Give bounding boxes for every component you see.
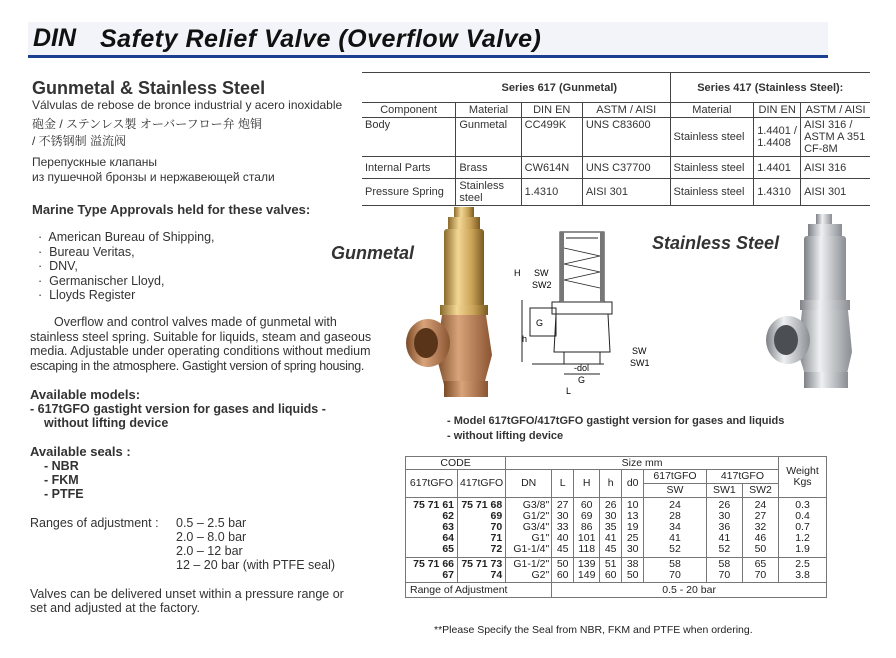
col-header: 417tGFO	[458, 470, 506, 498]
table-row: Pressure Spring Stainless steel 1.4310 AISI 301 Stainless steel 1.4310 AISI 301	[362, 179, 870, 206]
dim-G-left: G	[536, 318, 544, 328]
list-item: · Lloyds Register	[38, 288, 136, 302]
list-item: · Bureau Veritas,	[38, 245, 135, 259]
model-note-2: - without lifting device	[447, 430, 564, 442]
japanese-subtitle: 砲金 / ステンレス製 オーバーフロー弁 炮铜	[32, 117, 262, 131]
title-rule	[28, 55, 828, 58]
seal-item: - NBR	[44, 459, 79, 473]
models-line-1: - 617tGFO gastight version for gases and liquids -	[30, 402, 326, 416]
cross-section-drawing	[512, 228, 652, 398]
col-header: L	[552, 470, 574, 498]
range-item: 0.5 – 2.5 bar	[176, 516, 247, 530]
col-header: Material	[670, 103, 754, 118]
ranges-label: Ranges of adjustment :	[30, 516, 159, 530]
series-417-header: Series 417 (Stainless Steel):	[670, 73, 870, 103]
col-header: SW1	[706, 484, 742, 498]
col-header: H	[574, 470, 600, 498]
col-header: SW2	[742, 484, 778, 498]
seal-item: - FKM	[44, 473, 79, 487]
dim-SW: SW	[534, 268, 549, 278]
models-line-2: without lifting device	[44, 416, 169, 430]
series-617-header: Series 617 (Gunmetal)	[362, 73, 670, 103]
code-header: CODE	[406, 457, 506, 470]
page-title: Safety Relief Valve (Overflow Valve)	[100, 25, 542, 53]
dim-h: h	[522, 334, 528, 344]
weight-header: Weight Kgs	[779, 457, 827, 498]
range-item: 12 – 20 bar (with PTFE seal)	[176, 558, 336, 572]
col-header: 617tGFO	[644, 470, 707, 484]
size-header: Size mm	[506, 457, 779, 470]
dim-dol: -dol	[574, 363, 590, 373]
materials-table	[362, 72, 870, 206]
seal-item: - PTFE	[44, 487, 84, 501]
range-item: 2.0 – 8.0 bar	[176, 530, 247, 544]
dim-G-bottom: G	[578, 375, 586, 385]
col-header: Component	[362, 103, 456, 118]
spanish-subtitle: Válvulas de rebose de bronce industrial y acero inoxidable	[32, 98, 343, 112]
table-row: Internal Parts Brass CW614N UNS C37700 Stainless steel 1.4401 AISI 316	[362, 157, 870, 179]
col-header: h	[600, 470, 622, 498]
range-item: 2.0 – 12 bar	[176, 544, 243, 558]
footer-line-2: set and adjusted at the factory.	[30, 601, 201, 615]
list-item: · DNV,	[38, 259, 78, 273]
col-header: d0	[622, 470, 644, 498]
size-table	[405, 456, 827, 598]
list-item: · American Bureau of Shipping,	[38, 230, 215, 244]
col-header: DN	[506, 470, 552, 498]
gunmetal-label: Gunmetal	[331, 243, 415, 263]
list-item: · Germanischer Lloyd,	[38, 274, 165, 288]
russian-line-1: Перепускные клапаны	[32, 155, 158, 169]
stainless-valve-image	[760, 212, 860, 392]
dim-SW-right: SW	[632, 346, 647, 356]
dim-H: H	[514, 268, 521, 278]
range-value: 0.5 - 20 bar	[552, 583, 827, 598]
table-row: Body Gunmetal CC499K UNS C83600 Stainless steel 1.4401 / 1.4408 AISI 316 / ASTM A 351 CF-8M	[362, 118, 870, 157]
col-header: 617tGFO	[406, 470, 458, 498]
bottom-note: **Please Specify the Seal from NBR, FKM and PTFE when ordering.	[434, 624, 753, 636]
col-header: 417tGFO	[706, 470, 778, 484]
description: Overflow and control valves made of gunmetal with stainless steel spring. Suitable for liquids, steam and gaseous media. Adjustable under operating conditions without medium escaping in the atmosphere. Gastight version of spring housing.	[30, 315, 372, 373]
table-header-row	[362, 103, 870, 118]
section-heading: Gunmetal & Stainless Steel	[32, 78, 266, 98]
col-header: DIN EN	[754, 103, 801, 118]
model-note-1: - Model 617tGFO/417tGFO gastight version for gases and liquids	[447, 415, 785, 427]
col-header: SW	[644, 484, 707, 498]
stainless-label: Stainless Steel	[652, 233, 780, 253]
dim-L: L	[566, 386, 572, 396]
col-header: DIN EN	[521, 103, 582, 118]
table-row: 75 71 61 62 63 64 65 75 71 68 69 70 71 72 G3/8" G1/2" G3/4" G1" G1-1/4" 27 30 33 40 45 60 69 86 101 118 26 30 35 41 45 10 13 19 25 30 24 28 34 41 52 26 30 36 41 52 24 27 32 46 50 0.3 0.4 0.7 1.2 1.9	[406, 498, 827, 558]
col-header: ASTM / AISI	[582, 103, 670, 118]
table-row	[406, 583, 827, 598]
table-row: 75 71 66 67 75 71 73 74 G1-1/2" G2" 50 60 139 149 51 60 38 50 58 70 58 70 65 70 2.5 3.8	[406, 558, 827, 583]
seals-title: Available seals :	[30, 444, 131, 459]
dim-SW2: SW2	[532, 280, 552, 290]
footer-line-1: Valves can be delivered unset within a pressure range or	[30, 587, 344, 601]
chinese-subtitle: / 不锈钢制 溢流阀	[32, 134, 127, 148]
col-header: ASTM / AISI	[801, 103, 870, 118]
russian-line-2: из пушечной бронзы и нержавеющей стали	[32, 170, 275, 184]
range-label: Range of Adjustment	[406, 583, 552, 598]
title-din: DIN	[33, 24, 77, 52]
col-header: Material	[456, 103, 521, 118]
approvals-title: Marine Type Approvals held for these valves:	[32, 202, 311, 217]
dim-SW1: SW1	[630, 358, 650, 368]
gunmetal-valve-image	[404, 205, 514, 400]
models-title: Available models:	[30, 387, 141, 402]
